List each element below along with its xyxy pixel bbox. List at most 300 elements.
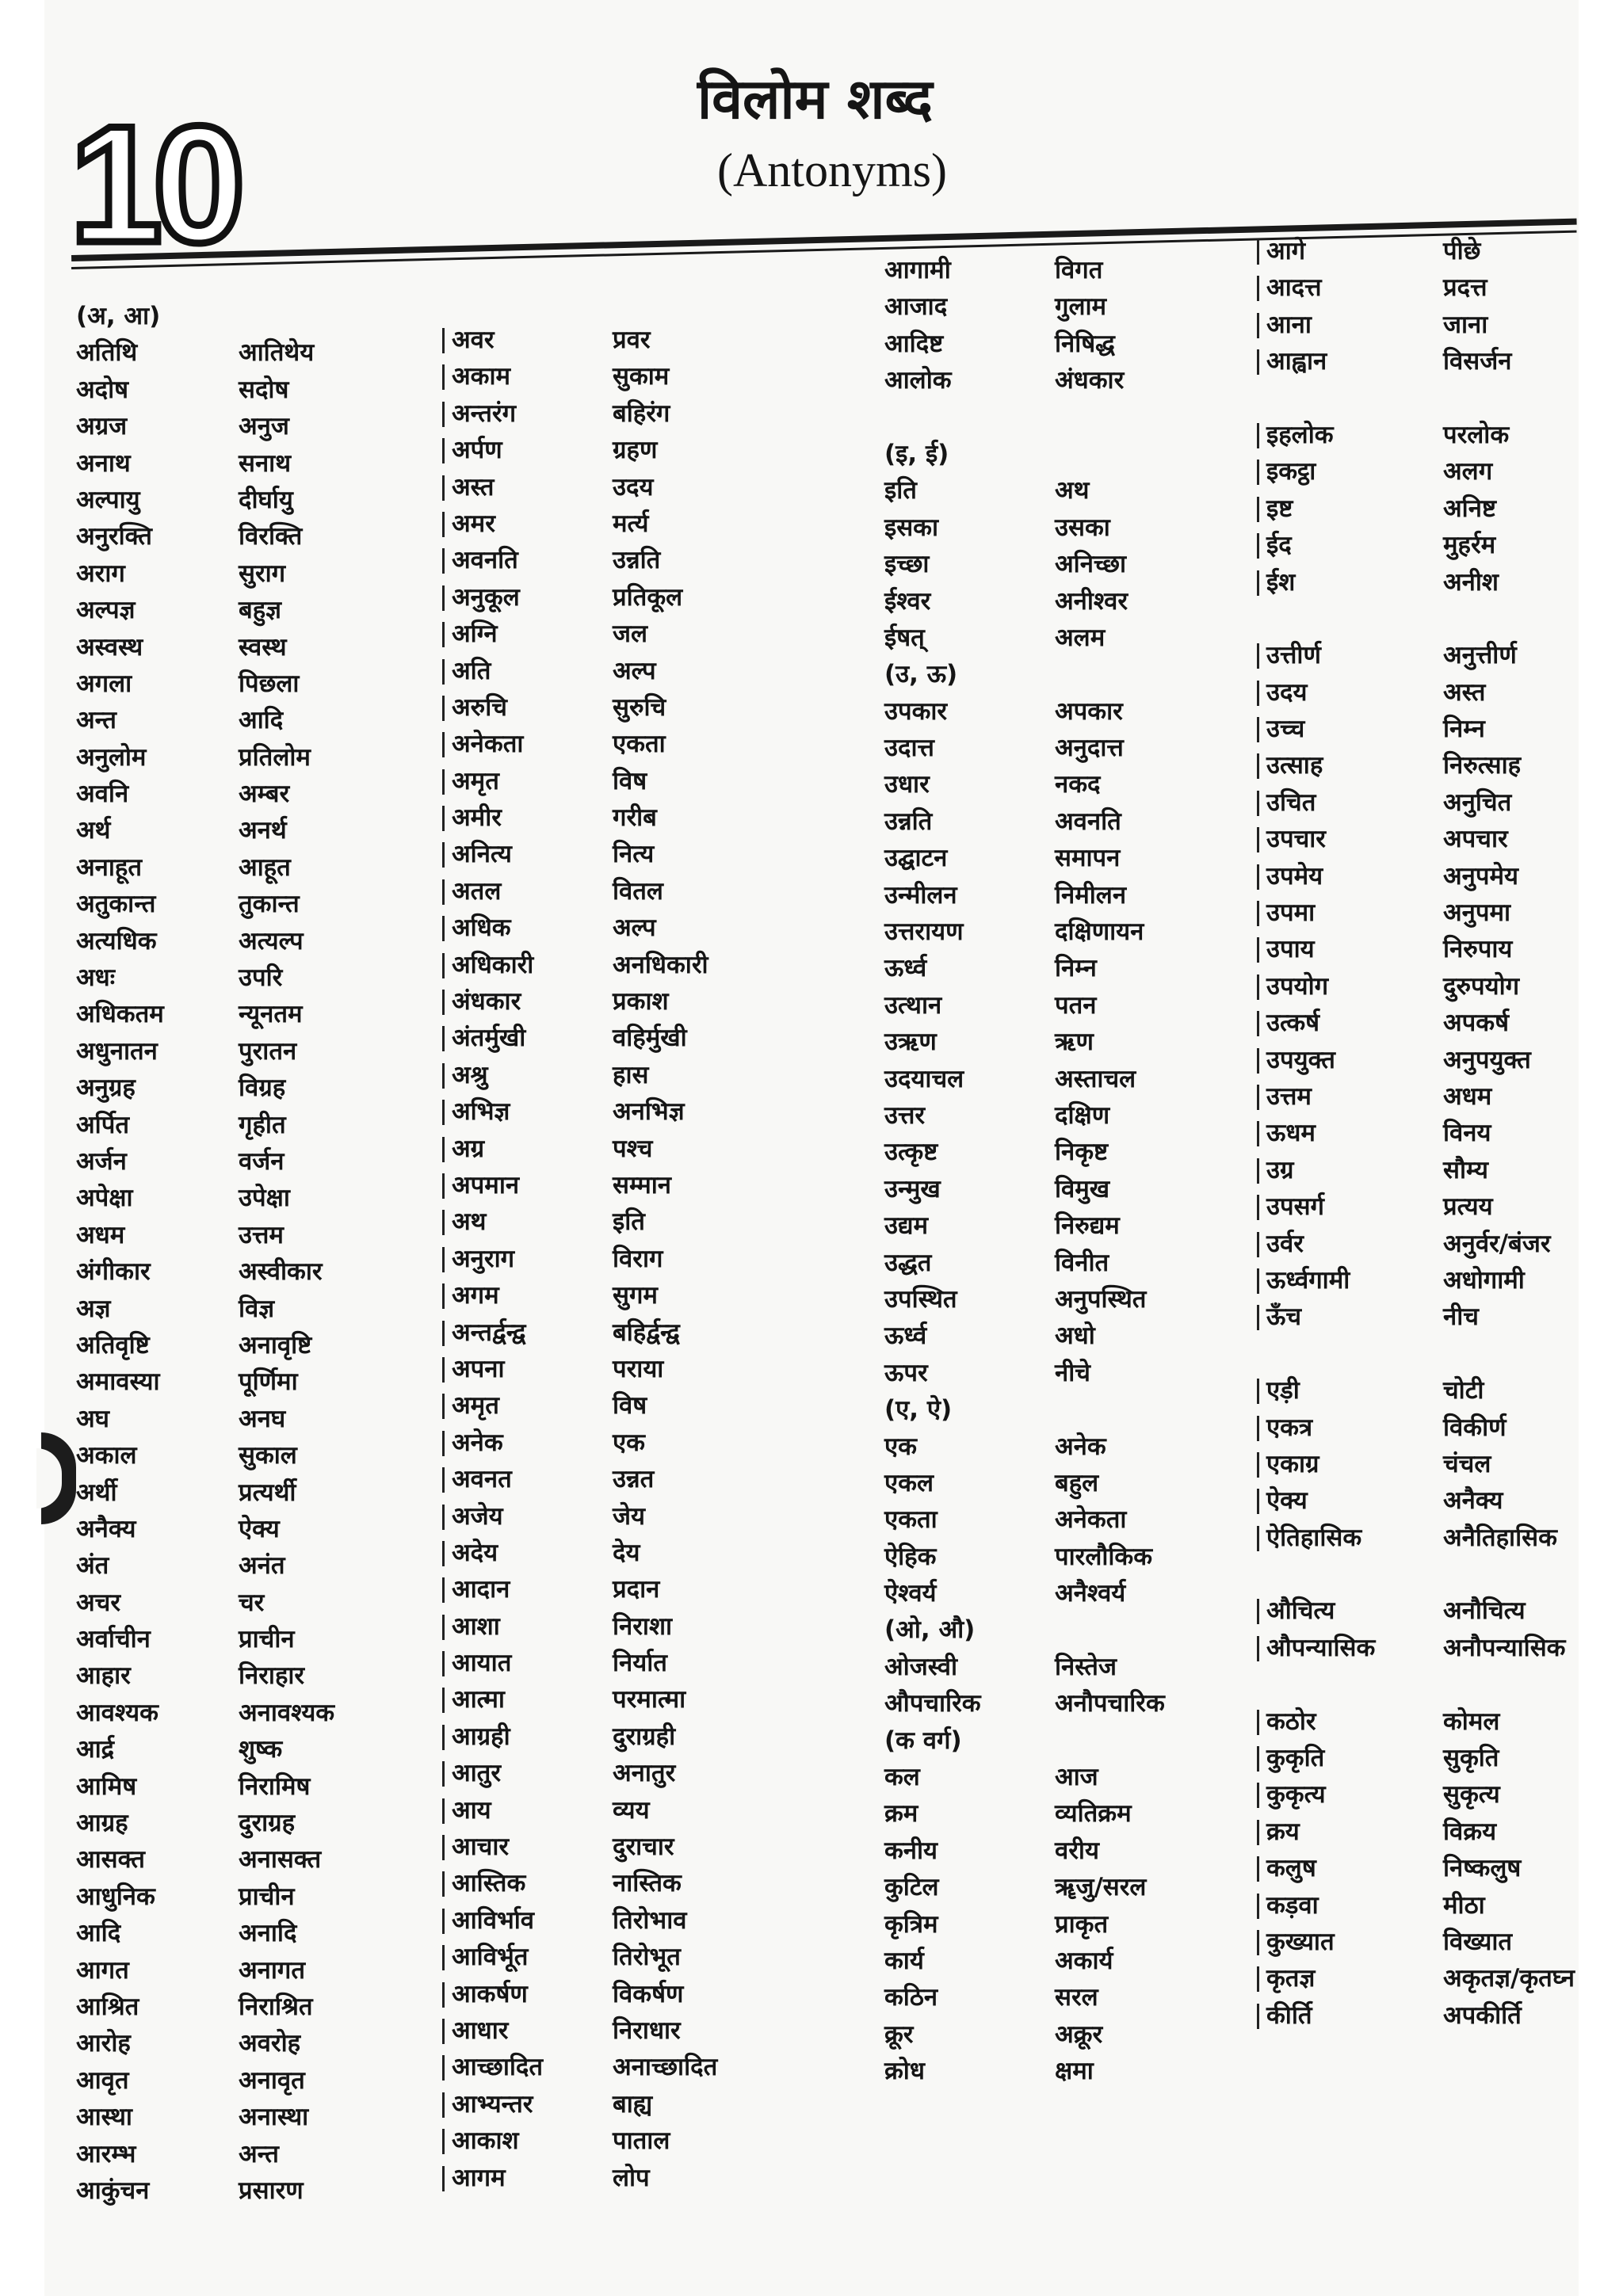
antonym: गृहीत [239, 1110, 286, 1139]
antonym: अन्त [239, 2139, 279, 2168]
antonym: अक्रूर [1055, 2019, 1103, 2049]
antonym: एक [613, 1428, 645, 1457]
column-divider [1257, 239, 1259, 265]
antonym: अनुपमा [1443, 898, 1511, 928]
antonym: अकार्य [1055, 1946, 1113, 1975]
word: उत्तर [884, 1100, 926, 1130]
column-divider [1257, 1820, 1259, 1845]
column-divider [442, 1982, 445, 2008]
column-divider [1257, 1048, 1259, 1074]
column-divider [1257, 313, 1259, 338]
word: कुकृति [1266, 1744, 1325, 1773]
antonym: पुरातन [239, 1036, 297, 1066]
antonym: जाना [1443, 310, 1488, 339]
word: उद्घाटन [884, 844, 948, 873]
antonym: अवरोह [239, 2029, 301, 2058]
antonym: सौम्य [1443, 1155, 1489, 1184]
chapter-number: 10 [70, 91, 236, 277]
antonym: अंधकार [1055, 366, 1125, 395]
word: आकाश [452, 2126, 519, 2156]
antonym: अनौचित्य [1443, 1596, 1526, 1626]
antonym: निमीलन [1055, 880, 1127, 910]
section-heading-label: (ओ, औ) [884, 1615, 976, 1645]
antonym: प्रदान [613, 1575, 660, 1604]
antonym: विख्यात [1443, 1927, 1513, 1956]
antonym: निराशा [613, 1611, 673, 1641]
antonym: अनेक [1055, 1432, 1106, 1461]
antonym: निराहार [239, 1661, 305, 1691]
word: अपेक्षा [76, 1184, 133, 1213]
antonym: प्रत्यर्थी [239, 1478, 296, 1507]
antonym: सरल [1055, 1983, 1098, 2012]
antonym: वरीय [1055, 1836, 1099, 1865]
word: अंतर्मुखी [452, 1024, 526, 1053]
column-divider [1257, 791, 1259, 816]
column-divider [442, 953, 445, 978]
word: अचर [76, 1588, 121, 1617]
word: अधिकतम [76, 1000, 164, 1029]
antonym: अनादि [239, 1919, 297, 1948]
section-heading-label: (उ, ऊ) [884, 660, 958, 689]
word: आशा [452, 1611, 500, 1641]
antonym: वर्जन [239, 1146, 285, 1176]
word: औचित्य [1266, 1596, 1335, 1626]
antonym: बहिर्द्वन्द्व [613, 1318, 680, 1347]
antonym: प्राचीन [239, 1625, 295, 1654]
word: आना [1266, 310, 1312, 339]
antonym: उदय [613, 472, 654, 502]
word: आमिष [76, 1772, 137, 1801]
column-divider [442, 1577, 445, 1603]
column-divider [1257, 1783, 1259, 1808]
word: अग्र [452, 1134, 485, 1163]
word: एड़ी [1266, 1376, 1300, 1405]
word: अवर [452, 326, 495, 354]
word: अग्नि [452, 620, 498, 649]
word: आच्छादित [452, 2053, 544, 2082]
antonym: विक्रय [1443, 1817, 1497, 1846]
word: आयात [452, 1649, 512, 1678]
word: अतिवृष्टि [76, 1330, 150, 1360]
word: उत्कृष्ट [884, 1138, 938, 1167]
antonym: जेय [613, 1501, 645, 1531]
antonym: उन्नति [613, 546, 661, 575]
word: अदेय [452, 1538, 498, 1567]
antonym: अनंत [239, 1551, 285, 1581]
antonym: मर्त्य [613, 509, 649, 538]
word: अतिथि [76, 338, 138, 368]
word: आहार [76, 1661, 131, 1691]
antonym: अनौपचारिक [1055, 1689, 1165, 1718]
word: अधः [76, 963, 116, 993]
word: अकाम [452, 362, 511, 391]
antonym: निरुत्साह [1443, 751, 1522, 780]
column-divider [1257, 937, 1259, 963]
word: उर्वर [1266, 1229, 1304, 1258]
word: इसका [884, 513, 939, 542]
word: अत्यधिक [76, 926, 157, 955]
antonym: अनुचित [1443, 788, 1512, 817]
antonym: अनावृत [239, 2065, 305, 2095]
antonym: विसर्जन [1443, 347, 1512, 376]
word: अल्पज्ञ [76, 596, 136, 625]
antonym: दक्षिणायन [1055, 917, 1144, 947]
antonym: दुराचार [613, 1833, 674, 1862]
word: अमीर [452, 803, 502, 833]
word: आवृत [76, 2065, 129, 2095]
word: उपमा [1266, 898, 1316, 928]
word: एकाग्र [1266, 1449, 1319, 1478]
antonym: नकद [1055, 770, 1101, 799]
antonym: अनुपस्थित [1055, 1284, 1147, 1314]
word: आरम्भ [76, 2139, 136, 2168]
word: अन्तरंग [452, 399, 517, 428]
word: कुख्यात [1266, 1927, 1335, 1956]
word: आर्द्र [76, 1735, 115, 1764]
word: ऊपर [884, 1358, 928, 1387]
antonym: प्रतिलोम [239, 742, 311, 772]
word: उपस्थित [884, 1284, 957, 1314]
column-divider [1257, 1452, 1259, 1478]
antonym: निराधार [613, 2016, 681, 2045]
word: उपसर्ग [1266, 1192, 1325, 1222]
word: इति [884, 476, 917, 505]
antonym: सुकृत्य [1443, 1780, 1500, 1810]
antonym: विग्रह [239, 1074, 286, 1103]
word: अधम [76, 1220, 125, 1249]
antonym: दुराग्रही [613, 1722, 676, 1751]
word: आगत [76, 1955, 129, 1985]
word: एकता [884, 1505, 938, 1535]
word: इहलोक [1266, 420, 1334, 449]
column-divider [442, 1467, 445, 1493]
word: ईश्वर [884, 586, 931, 616]
word: अथ [452, 1207, 487, 1237]
antonym: गुलाम [1055, 292, 1107, 322]
antonym: अनासक्त [239, 1845, 322, 1875]
section-heading-label: (ए, ऐ) [884, 1395, 953, 1425]
antonym: उसका [1055, 513, 1110, 542]
antonym: पराया [613, 1354, 664, 1383]
word: ईश [1266, 567, 1296, 597]
antonym: अनिष्ट [1443, 494, 1497, 523]
word: अगला [76, 669, 132, 698]
antonym: दक्षिण [1055, 1100, 1110, 1130]
column-divider [442, 2019, 445, 2044]
word: आलोक [884, 366, 952, 395]
word: उत्तरायण [884, 917, 964, 947]
antonym: अनर्थ [239, 816, 287, 845]
antonym: तिरोभाव [613, 1905, 687, 1935]
column-divider [442, 1321, 445, 1346]
word: अंगीकार [76, 1257, 151, 1287]
antonym: निराश्रित [239, 1992, 313, 2021]
column-divider [1257, 497, 1259, 522]
antonym: अनेकता [1055, 1505, 1127, 1535]
word: आदिष्ट [884, 329, 944, 358]
antonym: प्रवर [613, 326, 651, 354]
column-divider [442, 1835, 445, 1860]
column-divider [442, 879, 445, 905]
antonym: चर [239, 1588, 265, 1617]
antonym: अस्त [1443, 677, 1486, 707]
column-divider [1257, 1268, 1259, 1294]
word: अनुलोम [76, 742, 147, 772]
word: आग्रह [76, 1809, 128, 1838]
antonym: सुगम [613, 1281, 658, 1310]
word: कुकृत्य [1266, 1780, 1326, 1810]
antonym: इति [613, 1207, 645, 1237]
word: आविर्भाव [452, 1905, 535, 1935]
antonym: पतन [1055, 990, 1097, 1020]
column-divider [442, 548, 445, 574]
antonym: मुहर्रम [1443, 531, 1496, 560]
column-divider [442, 659, 445, 685]
word: अतुकान्त [76, 890, 156, 919]
antonym: अथ [1055, 476, 1090, 505]
antonym: अनैक्य [1443, 1486, 1503, 1516]
word: औपचारिक [884, 1689, 981, 1718]
word: आगे [1266, 237, 1306, 265]
column-divider [442, 1909, 445, 1934]
antonym: अनुज [239, 412, 289, 441]
antonym: वितल [613, 876, 663, 906]
column-divider [1257, 974, 1259, 1000]
word: अमर [452, 509, 495, 538]
word: क्रोध [884, 2057, 925, 2086]
antonym: देय [613, 1538, 640, 1567]
word: ईद [1266, 531, 1292, 560]
antonym: उपेक्षा [239, 1184, 290, 1213]
antonym: अपकार [1055, 696, 1123, 726]
word: आय [452, 1795, 491, 1825]
antonym: अनौपन्यासिक [1443, 1633, 1566, 1662]
antonym: सम्मान [613, 1170, 671, 1199]
word: इष्ट [1266, 494, 1293, 523]
column-divider [442, 1357, 445, 1383]
word: उदय [1266, 677, 1308, 707]
word: अनित्य [452, 840, 512, 869]
word: अनेक [452, 1428, 503, 1457]
antonym: अनभिज्ञ [613, 1097, 685, 1127]
antonym: निरामिष [239, 1772, 311, 1801]
antonym: पारलौकिक [1055, 1542, 1153, 1571]
column-divider [1257, 1158, 1259, 1184]
word: उद्धत [884, 1248, 932, 1277]
antonym: पाताल [613, 2126, 670, 2156]
word: अजेय [452, 1501, 503, 1531]
word: क्रम [884, 1799, 918, 1829]
word: अनेकता [452, 730, 524, 759]
word: क्रूर [884, 2019, 914, 2049]
antonym: नास्तिक [613, 1869, 682, 1898]
column-divider [1257, 1232, 1259, 1257]
word: अश्रु [452, 1060, 488, 1089]
antonym: पूर्णिमा [239, 1367, 298, 1397]
antonym: वहिर्मुखी [613, 1024, 687, 1053]
word: आकर्षण [452, 1979, 528, 2008]
antonym: अनागत [239, 1955, 306, 1985]
antonym: शुष्क [239, 1735, 283, 1764]
antonym: अनावश्यक [239, 1698, 335, 1727]
antonym: अस्वीकार [239, 1257, 323, 1287]
word: अंत [76, 1551, 109, 1581]
word: कलुष [1266, 1854, 1316, 1883]
word: आधुनिक [76, 1882, 155, 1911]
column-divider [442, 1173, 445, 1199]
word: कार्य [884, 1946, 924, 1975]
word: आकुंचन [76, 2176, 150, 2205]
antonym: निम्न [1443, 715, 1485, 744]
antonym: पिछला [239, 669, 300, 698]
antonym: अनुपमेय [1443, 861, 1519, 891]
antonym: निस्तेज [1055, 1652, 1117, 1681]
word: अवनि [76, 780, 129, 809]
antonym: पीछे [1443, 237, 1481, 265]
word: ऊर्ध्व [884, 1322, 927, 1351]
antonym: अल्प [613, 656, 656, 685]
antonym: अल्प [613, 913, 656, 943]
word: इकट्ठा [1266, 457, 1316, 486]
word: अज्ञ [76, 1294, 111, 1323]
word: ओजस्वी [884, 1652, 958, 1681]
word: अतल [452, 876, 502, 906]
word: अस्त [452, 472, 495, 502]
column-divider [442, 1137, 445, 1162]
column-divider [442, 1063, 445, 1089]
word: कल [884, 1763, 920, 1792]
word: उन्मीलन [884, 880, 957, 910]
word: आगम [452, 2163, 506, 2192]
antonym: प्रकाश [613, 987, 669, 1016]
column-divider [1257, 1930, 1259, 1955]
column-divider [1257, 643, 1259, 669]
word: अनुराग [452, 1244, 515, 1273]
antonym: सुराग [239, 559, 286, 588]
word: आग्रही [452, 1722, 510, 1751]
column-divider [442, 990, 445, 1015]
column-divider [1257, 423, 1259, 448]
word: अनाथ [76, 448, 131, 478]
word: ऐश्वर्य [884, 1579, 937, 1608]
antonym: सदोष [239, 375, 289, 404]
antonym: तिरोभूत [613, 1943, 681, 1972]
column-divider [442, 1541, 445, 1566]
antonym: अनास्था [239, 2103, 309, 2132]
word: अघ [76, 1404, 110, 1433]
antonym: नित्य [613, 840, 655, 869]
column-divider [442, 622, 445, 647]
word: उत्कर्ष [1266, 1009, 1320, 1038]
word: आस्था [76, 2103, 132, 2132]
word: आदि [76, 1919, 121, 1948]
antonym: अत्यल्प [239, 926, 304, 955]
word: उपयुक्त [1266, 1045, 1335, 1074]
word: अदोष [76, 375, 129, 404]
antonym: विकर्षण [613, 1979, 684, 2008]
antonym: प्रतिकूल [613, 582, 683, 612]
column-divider [442, 1431, 445, 1456]
word: उपाय [1266, 935, 1315, 964]
column-divider [442, 1871, 445, 1897]
antonym: अनधिकारी [613, 950, 708, 979]
column-divider [1257, 864, 1259, 890]
word: अंधकार [452, 987, 521, 1016]
antonym: निष्कलुष [1443, 1854, 1522, 1883]
antonym: जल [613, 620, 648, 649]
word: कुटिल [884, 1873, 939, 1902]
word: ऊर्ध्व [884, 954, 927, 983]
column-divider [1257, 570, 1259, 596]
column-divider [442, 1761, 445, 1787]
column-divider [1257, 1121, 1259, 1146]
column-divider [1257, 1894, 1259, 1919]
antonym: अनातुर [613, 1759, 676, 1788]
antonym: नीचे [1055, 1358, 1090, 1387]
word: इच्छा [884, 550, 930, 579]
word: कीर्ति [1266, 2000, 1312, 2030]
word: क्रय [1266, 1817, 1300, 1846]
column-divider [442, 842, 445, 868]
antonym: अनघ [239, 1404, 286, 1433]
section-heading-label: (क वर्ग) [884, 1726, 962, 1755]
column-divider [442, 475, 445, 501]
column-divider [442, 916, 445, 941]
word: उग्र [1266, 1155, 1294, 1184]
antonym: लोप [613, 2163, 650, 2192]
antonym: विनीत [1055, 1248, 1109, 1277]
word: ऐक्य [1266, 1486, 1308, 1516]
word: अन्त [76, 706, 116, 735]
column-divider [1257, 753, 1259, 779]
word: अधिक [452, 913, 511, 943]
word: उत्थान [884, 990, 942, 1020]
word: आतुर [452, 1759, 502, 1788]
antonym: कोमल [1443, 1707, 1500, 1736]
column-divider [442, 438, 445, 463]
column-divider [442, 1725, 445, 1750]
antonym: अनुपयुक्त [1443, 1045, 1531, 1074]
word: अकाल [76, 1441, 137, 1470]
word: अन्तर्द्वन्द्व [452, 1318, 526, 1347]
word: अति [452, 656, 491, 685]
antonym: परलोक [1443, 420, 1510, 449]
word: उचित [1266, 788, 1316, 817]
antonym: विनय [1443, 1119, 1491, 1148]
column-divider [442, 1283, 445, 1309]
antonym: दुराग्रह [239, 1809, 296, 1838]
antonym: ऐक्य [239, 1514, 280, 1543]
word: अनुग्रह [76, 1074, 136, 1103]
antonym: प्रसारण [239, 2176, 304, 2205]
word: उत्साह [1266, 751, 1323, 780]
word: कृत्रिम [884, 1909, 938, 1939]
antonym: अपचार [1443, 825, 1508, 854]
antonym: गरीब [613, 803, 657, 833]
word: अपना [452, 1354, 505, 1383]
word: आसक्त [76, 1845, 145, 1875]
word: अगम [452, 1281, 499, 1310]
antonym: अम्बर [239, 780, 290, 809]
word: एक [884, 1432, 917, 1461]
word: उच्च [1266, 715, 1305, 744]
word: अर्वाचीन [76, 1625, 151, 1654]
word: ऐहिक [884, 1542, 937, 1571]
antonym: बाह्य [613, 2089, 653, 2119]
antonym: अनुत्तीर्ण [1443, 641, 1517, 670]
word: ईषत् [884, 623, 925, 652]
column-divider [442, 585, 445, 611]
